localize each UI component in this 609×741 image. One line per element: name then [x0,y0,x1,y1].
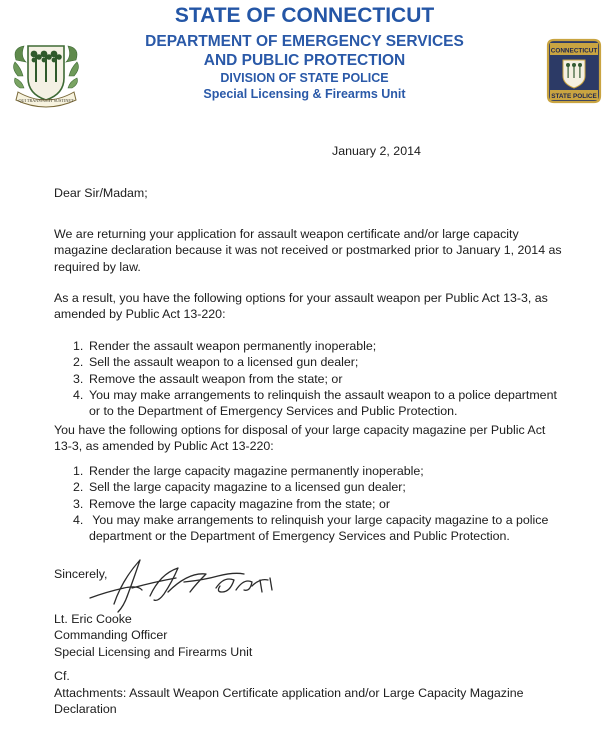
weapon-options-intro [54,290,548,323]
intro-paragraph [54,226,562,275]
signer-name: Lt. Eric Cooke [54,612,132,626]
magazine-options-intro [54,422,545,455]
list-item [73,371,557,387]
list-item-continuation: department or the Department of Emergency Services and Public Protection. [89,529,510,544]
signer-unit: Special Licensing and Firearms Unit [54,644,253,659]
list-item-text: Sell the large capacity magazine to a licensed gun dealer; [89,480,406,495]
attachments [54,685,524,718]
list-item-text: Render the large capacity magazine permanently inoperable; [89,464,424,478]
list-item-number: 1. [73,339,84,353]
intro-line: magazine declaration because it was not received or postmarked prior to January 1, 2014 as [54,243,562,258]
list-item-number: 4. [73,512,84,527]
list-item-number: 4. [73,387,84,402]
list-item-number: 3. [73,496,84,511]
salutation: Dear Sir/Madam; [54,186,148,200]
list-item-text: Remove the large capacity magazine from the state; or [89,496,390,511]
state-police-badge-icon [545,36,603,108]
list-item [73,463,548,479]
state-seal-icon [10,38,82,110]
magazine-options-list [73,463,548,544]
list-item [73,496,548,512]
letterhead-department-line1: DEPARTMENT OF EMERGENCY SERVICES [145,33,464,50]
badge-grapevines [566,63,582,78]
signer-block [54,611,252,660]
list-item-text: Remove the assault weapon from the state; or [89,371,343,386]
badge-bottom-text: STATE POLICE [551,92,597,100]
letterhead-unit: Special Licensing & Firearms Unit [203,87,406,101]
closing: Sincerely, [54,567,108,581]
magazine-intro-line: You have the following options for disposal of your large capacity magazine per Public Act [54,423,546,437]
list-item-number: 3. [73,371,84,386]
list-item [73,338,557,354]
cf-label: Cf. [54,669,70,683]
list-item-text: Sell the assault weapon to a licensed gun dealer; [89,355,359,370]
magazine-intro-line: 13-3, as amended by Public Act 13-220: [54,439,274,454]
seal-motto: QUI TRANSTULIT SUSTINET [18,98,74,103]
list-item-number: 1. [73,464,84,478]
weapon-intro-line: As a result, you have the following options for your assault weapon per Public Act 13-3, as [54,291,548,305]
list-item [73,512,548,528]
list-item-number: 2. [73,355,84,370]
weapon-intro-line: amended by Public Act 13-220: [54,307,226,322]
intro-line: We are returning your application for assault weapon certificate and/or large capacity [54,227,519,241]
signer-title: Commanding Officer [54,628,168,643]
list-item-continuation: or to the Department of Emergency Services and Public Protection. [89,404,458,419]
letter-date: January 2, 2014 [332,144,421,158]
letterhead-state: STATE OF CONNECTICUT [174,4,435,27]
list-item-number: 2. [73,480,84,495]
letterhead-division: DIVISION OF STATE POLICE [220,71,389,85]
letterhead-department-line2: AND PUBLIC PROTECTION [203,52,406,69]
attachments-line: Attachments: Assault Weapon Certificate application and/or Large Capacity Magazine [54,686,524,700]
list-item [73,387,557,403]
list-item-text: You may make arrangements to relinquish the assault weapon to a police department [89,387,557,402]
intro-line: required by law. [54,259,141,274]
list-item [73,354,557,370]
attachments-line: Declaration [54,702,117,717]
list-item-text: Render the assault weapon permanently inoperable; [89,339,377,353]
list-item [73,479,548,495]
badge-top-text: CONNECTICUT [550,47,598,55]
weapon-options-list [73,338,557,419]
list-item-text: You may make arrangements to relinquish your large capacity magazine to a police [89,512,549,527]
